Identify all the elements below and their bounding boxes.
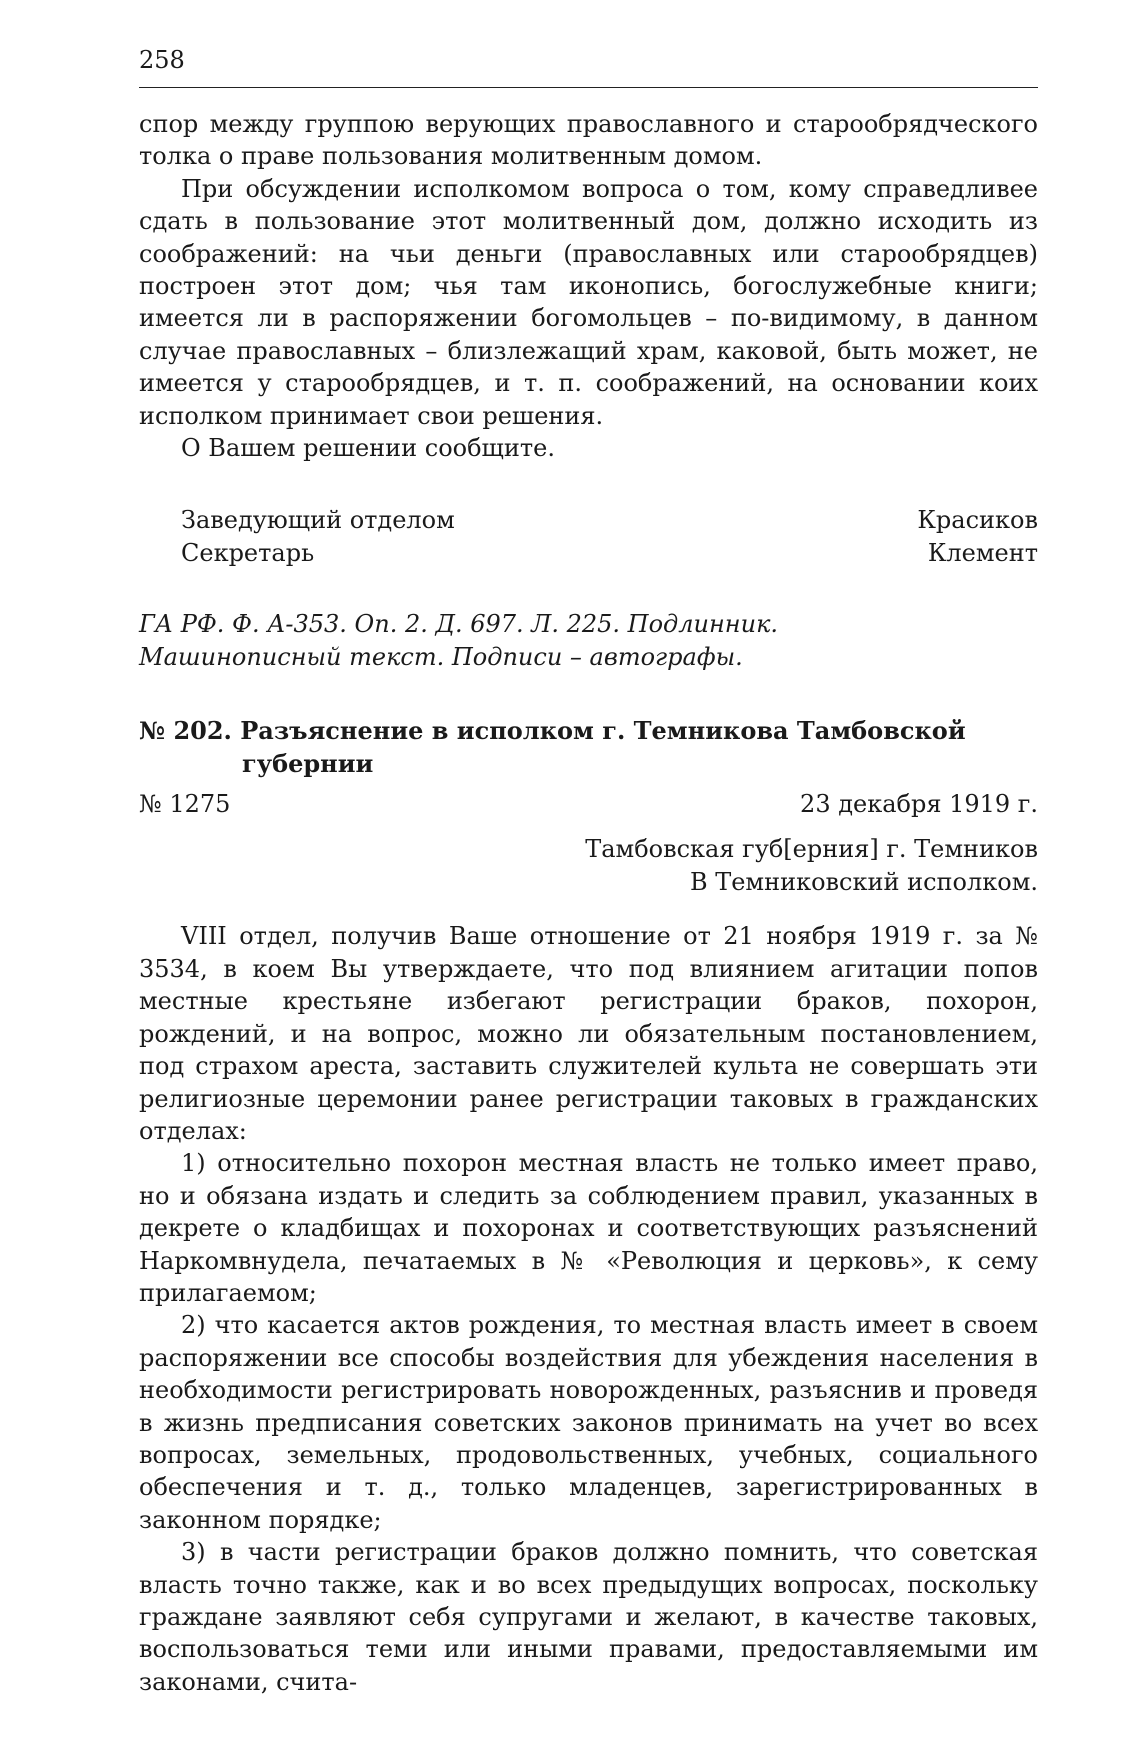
paragraph: 2) что касается актов рождения, то местная власть имеет в своем распоряжении все способы воздействия для убеждения населения в необходимости регистрировать новорожденных, разъяснив и проведя в жизнь предписания советских законов принимать на учет во всех вопросах, земельных, продовольственных, учебных, социального обеспечения и т. д., только младенцев, зарегистрированных в законном порядке; xyxy=(139,1311,1038,1534)
document-place: Тамбовская губ[ерния] г. Темников xyxy=(585,835,1038,864)
header-rule xyxy=(139,87,1038,88)
paragraph: спор между группою верующих православного и старообрядческого толка о праве пользования молитвенным домом. xyxy=(139,110,1038,171)
paragraph: О Вашем решении сообщите. xyxy=(181,434,555,463)
signature-row xyxy=(139,537,1038,570)
signature-role: Секретарь xyxy=(181,539,315,568)
address-block xyxy=(139,833,1038,899)
paragraph: При обсуждении исполкомом вопроса о том, кому справедливее сдать в пользование этот молитвенный дом, должно исходить из соображений: на чьи деньги (православных или старообрядцев) построен этот дом; чья там иконопись, богослужебные книги; имеется ли в распоряжении богомольцев – по-видимому, в данном случае православных – близлежащий храм, каковой, быть может, не имеется у старообрядцев, и т. п. соображений, на основании коих исполком принимает свои решения. xyxy=(139,174,1038,430)
document-addressee: В Темниковский исполком. xyxy=(689,868,1038,897)
document-number: № 1275 xyxy=(139,790,231,819)
page-number: 258 xyxy=(139,46,185,74)
paragraph: VIII отдел, получив Ваше отношение от 21 ноября 1919 г. за № 3534, в коем Вы утверждаете, что под влиянием агитации попов местные крестьяне избегают регистрации браков, похорон, рождений, и на вопрос, можно ли обязательным постановлением, под страхом ареста, заставить служителей культа не совершать эти религиозные церемонии ранее регистрации таковых в гражданских отделах: xyxy=(139,922,1038,1145)
signature-name: Красиков xyxy=(917,506,1038,535)
document-meta xyxy=(139,788,1038,821)
document-heading: № 202. Разъяснение в исполком г. Темникова Тамбовской губернии xyxy=(139,716,966,779)
page-content xyxy=(139,108,1038,1698)
signature-block xyxy=(139,504,1038,570)
archive-note xyxy=(139,608,1038,674)
signature-name: Клемент xyxy=(927,539,1038,568)
signature-role: Заведующий отделом xyxy=(181,506,455,535)
paragraph: 1) относительно похорон местная власть не только имеет право, но и обязана издать и следить за соблюдением правил, указанных в декрете о кладбищах и похоронах и соответствующих разъяснений Наркомвнудела, печатаемых в № «Революция и церковь», к сему прилагаемом; xyxy=(139,1149,1038,1307)
paragraph: 3) в части регистрации браков должно помнить, что советская власть точно также, как и во всех предыдущих вопросах, поскольку граждане заявляют себя супругами и желают, в качестве таковых, воспользоваться теми или иными правами, предоставляемыми им законами, счита- xyxy=(139,1538,1038,1696)
document-date: 23 декабря 1919 г. xyxy=(800,790,1038,819)
document-body xyxy=(139,920,1038,1698)
signature-row xyxy=(139,504,1038,537)
archive-note-line: ГА РФ. Ф. А-353. Оп. 2. Д. 697. Л. 225. Подлинник. xyxy=(139,610,779,639)
archive-note-line: Машинописный текст. Подписи – автографы. xyxy=(139,643,743,672)
